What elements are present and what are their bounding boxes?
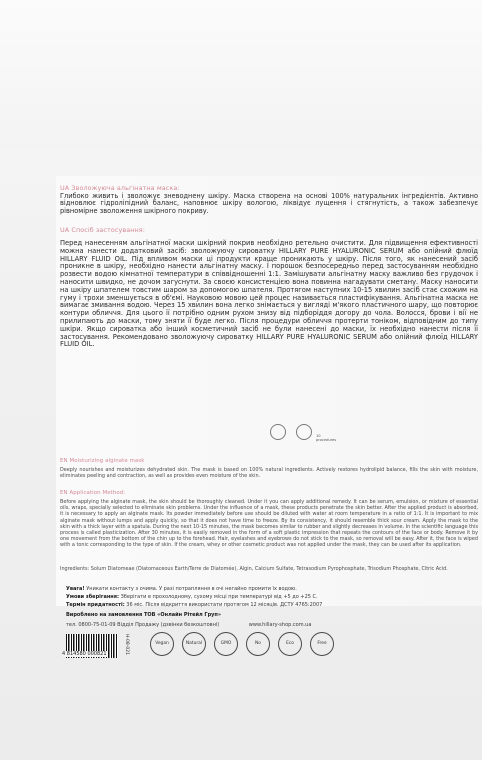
procedures-caption: 10 procedures	[316, 434, 337, 442]
spec-contacts	[66, 622, 311, 628]
section-title-en-mask: EN Moisturizing alginate mask	[60, 458, 145, 464]
spec-storage	[66, 594, 318, 600]
hands-icon	[270, 424, 286, 440]
spec-maker-label: Виробленo на замовлення ТОВ «Онлайн Рітейл Груп»	[66, 612, 222, 618]
spec-site: www.hillary-shop.com.ua	[248, 622, 312, 628]
spec-shelf-text: 36 міс. Після відкриття використати протягом 12 місяців. ДСТУ 4765:2007	[124, 602, 323, 608]
spec-caution-text: Уникати контакту з очима. У разі потрапляння в очі негайно промити їх водою.	[84, 586, 297, 592]
badge-no: No	[246, 632, 270, 656]
spec-caution-label: Увага!	[66, 586, 85, 592]
barcode-number: 4 814580 000821	[62, 651, 107, 657]
package-top-area	[0, 0, 482, 150]
section-title-ua-mask: UA Зволожуюча альгінатна маска:	[60, 184, 180, 192]
face-mask-icon	[296, 424, 312, 440]
badge-vegan: Vegan	[150, 632, 174, 656]
section-title-ua-method: UA Спосіб застосування:	[60, 226, 145, 234]
section-body-en-mask: Deeply nourishes and moisturizes dehydrated skin. The mask is based on 100% natural ingredients. Actively restores hydrolipid balance, fills the skin with moisture, eliminates peeling and contraction, as well as provides even moisture of the skin.	[60, 467, 478, 480]
section-body-ua-method: Перед нанесенням альгінатної маски шкірний покрив необхідно ретельно очистити. Для підвищення ефективності можна нанести додатковий засіб: зволожуючу сироватку HILLARY PURE HYALURONIC SERUM або олійний флюїд HILLARY FLUID OIL. Під впливом маски ці продукти краще проникають у шкіру. Після того, як нанесений засіб проникне в шкіру, необхідно нанести альгінатну маску. Ї порошок безпосередньо перед застосуванням необхідно розвести водою кімнатної температури в співвідношенні 1:1. Замішувати альгінатну маску важливо без грудочок і наносити швидко, не дочом загуснути. За своєю консистенцією вона повинна нагадувати сметану. Маску наносити на шкіру шпателем товстим шаром за допомогою шпателя. Протягом наступних 10-15 хвилин засіб стає схожим на гуму і трохи зменшується в об'ємі. Науковою мовою цей процес називається пластифікування. Альгінатна маска не вимагає змивання водою. Через 15 хвилин вона легко знімається у вигляді м'якого пластичного шару, що повторює контури обличчя. Для цього її потрібно одним рухом знизу від підборіддя догору до чола. Волосся, брови і вії не прилипають до маски, тому зняти її буде легко. Після процедури обличчя протерти тоніком, відповідним до типу шкіри. Якщо сироватка або інший косметичний засіб не були нанесені до маски, їх необхідно нанести після її застосування. Рекомендовано зволожуючу сироватку HILLARY PURE HYALURONIC SERUM або олійний флюїд HILLARY FLUID OIL.	[60, 239, 478, 349]
section-body-ua-mask: Глибоко живить і зволожує зневоднену шкіру. Маска створена на основі 100% натуральних інгредієнтів. Активно відновлює гідроліпідний баланс, наповнює шкіру вологою, ліквідує лущення і стягнутість, а також забезпечує рівномірне зволоження шкірного покриву.	[60, 192, 478, 215]
spec-phone: тел. 0800-75-01-09 Відділ Продажу (дзвінки безкоштовні)	[66, 622, 220, 628]
badge-eco: Eco	[278, 632, 302, 656]
ingredients-text: Ingredients: Solum Diatomeae (Diatomaceous Earth/Terre de Diatomée), Algin, Calcium Sulfate, Tetrasodium Pyrophosphate, Trisodium Phosphate, Citric Acid.	[60, 566, 448, 572]
section-body-en-method: Before applying the alginate mask, the skin should be thoroughly cleaned. Under it you can apply additional remedy. It can be serum, emulsion, or mixture of essential oils, wraps, specially selected to eliminate skin problems. Under the influence of a mask, these products penetrate the skin better. After the applied product is absorbed, it is necessary to apply an alginate mask. Its powder immediately before use should be diluted with water at room temperature in a ratio of 1:1. It is important to mix alginate mask without lumps and apply quickly, so that it does not have time to freeze. By its consistency, it should resemble thick sour cream. Apply the mask to the skin with a thick layer with a spatula. During the next 10-15 minutes, the mask becomes similar to rubber and slightly decreases in volume. In the scientific language this process is called plasticization. After 30 minutes, it is easily removed in the form of a soft plastic impression that repeats the contours of the face or body. Remove it by one movement from the bottom of the chin up to the forehead. Hair, eyelashes and eyebrows do not stick to the mask, so removal will be easy. After it, the face is wiped with a tonic corresponding to the type of skin. If the cream, whey or other cosmetic product was not applied under the mask, they can be used after its application.	[60, 499, 478, 549]
spec-caution	[66, 586, 297, 592]
section-title-en-method: EN Application Method:	[60, 490, 126, 496]
spec-storage-label: Умови зберігання:	[66, 594, 119, 600]
badge-gmo: GMO	[214, 632, 238, 656]
badge-natural: Natural	[182, 632, 206, 656]
lot-code: H-08-021	[124, 634, 129, 655]
badge-free: Free	[310, 632, 334, 656]
procedure-icons	[270, 424, 337, 442]
spec-storage-text: Зберігати в прохолодному, сухому місці при температурі від +5 до +25 С.	[118, 594, 318, 600]
spec-maker	[66, 612, 221, 618]
spec-shelf-label: Термін придатності:	[66, 602, 125, 608]
spec-shelf-life	[66, 602, 322, 608]
